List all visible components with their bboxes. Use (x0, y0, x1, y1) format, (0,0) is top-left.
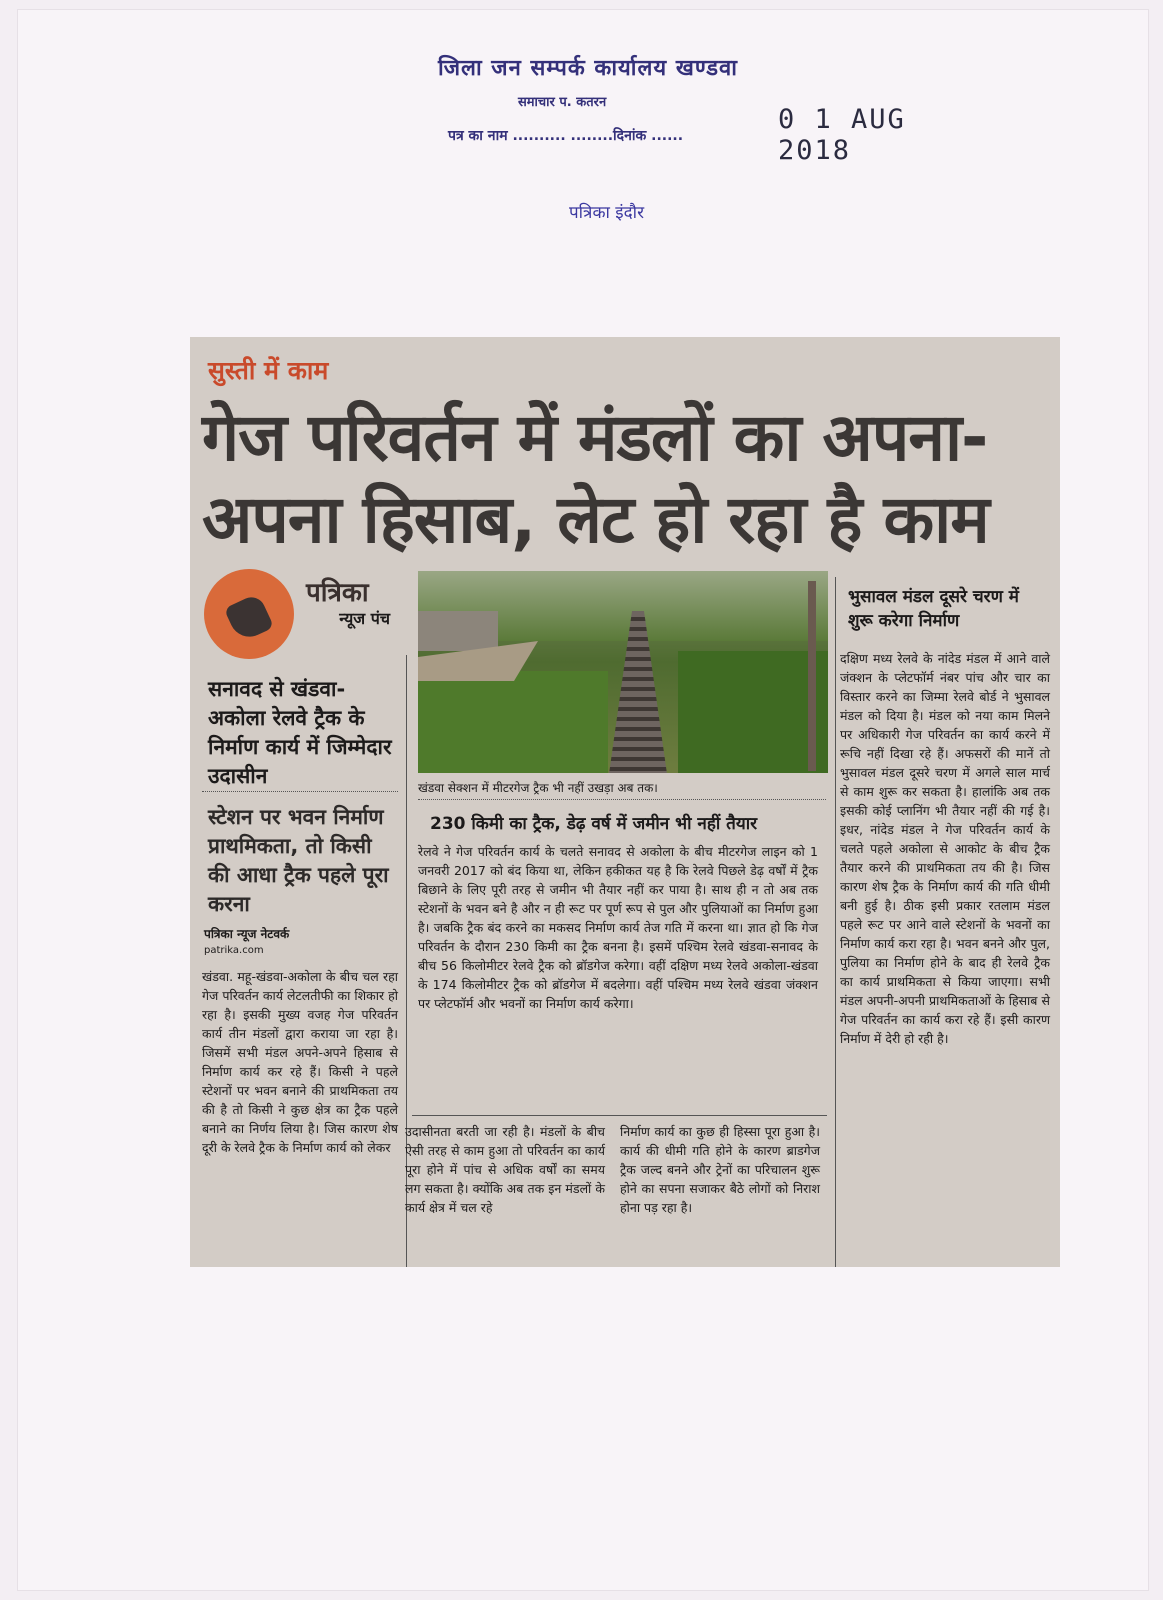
divider (418, 799, 826, 800)
article-headline (202, 397, 1052, 561)
stamp-office-name: जिला जन सम्पर्क कार्यालय खण्डवा (438, 56, 738, 81)
brand-subtitle: न्यूज पंच (339, 609, 390, 628)
body-column-2: उदासीनता बरती जा रही है। मंडलों के बीच ऐसी तरह से काम हुआ तो परिवर्तन का कार्य पूरा होने में पांच से अधिक वर्षों का समय लग सकता है। क्योंकि अब तक इन मंडलों के कार्य क्षेत्र में चल रहे (405, 1124, 605, 1215)
photo-caption: खंडवा सेक्शन में मीटरगेज ट्रैक भी नहीं उखड़ा अब तक। (418, 781, 658, 795)
handwritten-source: पत्रिका इंदौर (569, 203, 645, 223)
stamp-date: 0 1 AUG 2018 (778, 104, 906, 166)
headline-line-2: अपना हिसाब, लेट हो रहा है काम (202, 481, 989, 558)
divider (412, 1115, 827, 1116)
sub-headline: 230 किमी का ट्रैक, डेढ़ वर्ष में जमीन भी नहीं तैयार (430, 814, 758, 834)
divider (202, 791, 398, 792)
headline-line-1: गेज परिवर्तन में मंडलों का अपना- (202, 399, 988, 476)
side-point-1: सनावद से खंडवा-अकोला रेलवे ट्रैक के निर्माण कार्य में जिम्मेदार उदासीन (208, 677, 392, 788)
site-url: patrika.com (204, 945, 264, 956)
brand-name: पत्रिका (306, 578, 369, 608)
stamp-line-2: समाचार प. कतरन (518, 95, 607, 110)
column-divider (835, 577, 836, 1267)
stamp-line-3: पत्र का नाम .......... ........दिनांक ...... (448, 128, 684, 144)
office-stamp (438, 52, 958, 166)
newspaper-clipping (190, 337, 1060, 1267)
photo-wall (418, 611, 498, 651)
railway-track-photo (418, 571, 828, 773)
photo-grass-left (418, 671, 608, 773)
right-headline: भुसावल मंडल दूसरे चरण में शुरू करेगा निर्माण (848, 587, 1019, 631)
side-point-2: स्टेशन पर भवन निर्माण प्राथमिकता, तो किसी की आधा ट्रैक पहले पूरा करना (208, 805, 389, 916)
right-body: दक्षिण मध्य रेलवे के नांदेड मंडल में आने वाले जंक्शन के प्लेटफॉर्म नंबर पांच और चार का विस्तार करने का जिम्मा रेलवे बोर्ड ने भुसावल मंडल को दिया है। मंडल को नया काम मिलने पर अधिकारी गेज परिवर्तन का कार्य करने में रूचि नहीं दिखा रहे हैं। अफसरों की मानें तो भुसावल मंडल दूसरे चरण में अगले साल मार्च से काम शुरू कर सकता है। हालांकि अब तक इसकी कोई प्लानिंग भी तैयार नहीं की गई है। इधर, नांदेड मंडल ने गेज परिवर्तन कार्य के चलते पहले अकोला से आकोट के बीच ट्रैक तैयार करने की प्राथमिकता तय की है। जिस कारण शेष ट्रैक के निर्माण कार्य की गति धीमी बनी हुई है। ठीक इसी प्रकार रतलाम मंडल पहले रूट पर आने वाले स्टेशनों के भवनों का निर्माण कार्य करा रहा है। भवन बनने और पुल, पुलिया का निर्माण होने के बाद ही रेलवे ट्रैक का कार्य प्राथमिकता से किया जाएगा। सभी मंडल अपनी-अपनी प्राथमिकताओं के हिसाब से गेज परिवर्तन का कार्य करा रहे हैं। इसी कारण निर्माण में देरी हो रही है। (840, 651, 1050, 1046)
article-kicker: सुस्ती में काम (208, 356, 329, 385)
photo-pole (808, 581, 816, 771)
sub-body: रेलवे ने गेज परिवर्तन कार्य के चलते सनावद से अकोला के बीच मीटरगेज लाइन को 1 जनवरी 2017 को बंद किया था, लेकिन हकीकत यह है कि रेलवे पिछले डेढ़ वर्षों में ट्रैक बिछाने के लिए पूरी तरह से जमीन भी तैयार नहीं कर पाया है। साथ ही न तो अब तक स्टेशनों के भवन बने है और न ही रूट पर पूर्ण रूप से पुल और पुलियाओं का निर्माण हुआ है। जबकि ट्रैक बंद करने का मकसद निर्माण कार्य तेज गति में करना था। ज्ञात हो कि गेज परिवर्तन के दौरान 230 किमी का ट्रैक बनना है। इसमें पश्चिम रेलवे खंडवा-सनावद के बीच 56 किलोमीटर रेलवे ट्रैक को ब्रॉडगेज करेगा। वहीं दक्षिण मध्य रेलवे अकोला-खंडवा के 174 किलोमीटर ट्रैक को ब्रॉडगेज में बदलेगा। वहीं पश्चिम मध्य रेलवे खंडवा जंक्शन पर प्लेटफॉर्म और भवनों का निर्माण कार्य करेगा। (418, 844, 818, 1011)
photo-grass-right (678, 651, 828, 773)
byline: पत्रिका न्यूज नेटवर्क (204, 927, 290, 941)
body-column-3: निर्माण कार्य का कुछ ही हिस्सा पूरा हुआ है। कार्य की धीमी गति होने के कारण ब्राडगेज ट्रैक जल्द बनने और ट्रेनों का परिचालन शुरू होने का सपना सजाकर बैठे लोगों को निराश होना पड़ रहा है। (620, 1124, 820, 1215)
body-column-1: खंडवा. महू-खंडवा-अकोला के बीच चल रहा गेज परिवर्तन कार्य लेटलतीफी का शिकार हो रहा है। इसकी मुख्य वजह गेज परिवर्तन कार्य तीन मंडलों द्वारा कराया जा रहा है। जिसमें सभी मंडल अपने-अपने हिसाब से निर्माण कार्य कर रहे हैं। किसी ने पहले स्टेशनों पर भवन बनाने की प्राथमिकता तय की है तो किसी ने कुछ क्षेत्र का ट्रैक पहले बनाने का निर्णय लिया है। जिस कारण शेष दूरी के रेलवे ट्रैक के निर्माण कार्य को लेकर (202, 969, 398, 1155)
